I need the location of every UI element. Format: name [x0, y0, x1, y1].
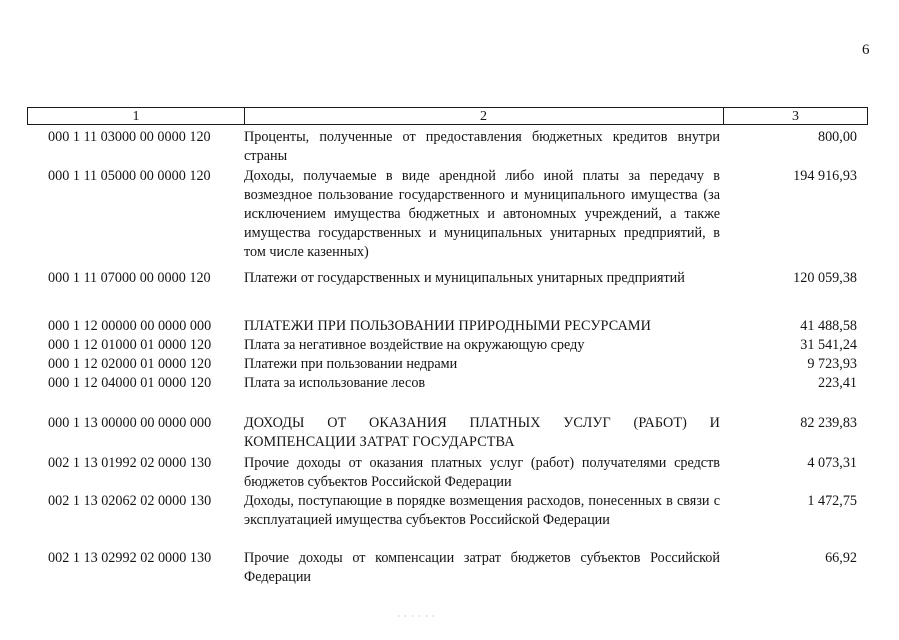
row-code: 002 1 13 01992 02 0000 130: [48, 455, 212, 471]
row-name: Проценты, полученные от предоставления бюджетных кредитов внутри страны: [244, 129, 720, 164]
row-amount: 1 472,75: [807, 493, 857, 509]
row-amount: 31 541,24: [800, 337, 857, 353]
row-amount: 41 488,58: [800, 318, 857, 334]
row-name: Платежи при пользовании недрами: [244, 356, 458, 372]
row-code: 000 1 12 01000 01 0000 120: [48, 337, 212, 353]
row-code: 000 1 13 00000 00 0000 000: [48, 415, 212, 431]
row-name: Платежи от государственных и муниципальных унитарных предприятий: [244, 270, 685, 286]
row-name: Прочие доходы от компенсации затрат бюджетов субъектов Российской Федерации: [244, 550, 720, 585]
row-code: 000 1 11 05000 00 0000 120: [48, 168, 211, 184]
column-header-code: 1: [28, 108, 245, 124]
row-code: 000 1 12 02000 01 0000 120: [48, 356, 212, 372]
row-amount: 194 916,93: [793, 168, 857, 184]
row-code: 002 1 13 02062 02 0000 130: [48, 493, 212, 509]
row-code: 000 1 11 03000 00 0000 120: [48, 129, 211, 145]
row-name: Прочие доходы от оказания платных услуг (работ) получателями средств бюджетов субъектов Российской Федерации: [244, 455, 720, 490]
row-amount: 223,41: [817, 375, 857, 391]
column-header-amount: 3: [792, 109, 799, 124]
row-amount: 4 073,31: [807, 455, 857, 471]
scan-specks: [395, 614, 435, 618]
row-name: ПЛАТЕЖИ ПРИ ПОЛЬЗОВАНИИ ПРИРОДНЫМИ РЕСУРСАМИ: [244, 318, 651, 334]
row-amount: 800,00: [817, 129, 857, 145]
row-amount: 9 723,93: [807, 356, 857, 372]
row-name: Доходы, получаемые в виде арендной либо иной платы за передачу в возмездное пользование государственного и муниципального имущества (за исключением имущества бюджетных и автономных учреждений, а также имущества государственных и муниципальных унитарных предприятий, в том числе казенных): [244, 168, 720, 260]
row-amount: 82 239,83: [800, 415, 857, 431]
page-number: 6: [862, 42, 870, 58]
table-header: [27, 107, 868, 125]
row-name: ДОХОДЫ ОТ ОКАЗАНИЯ ПЛАТНЫХ УСЛУГ (РАБОТ) И КОМПЕНСАЦИИ ЗАТРАТ ГОСУДАРСТВА: [244, 415, 720, 450]
row-name: Плата за негативное воздействие на окружающую среду: [244, 337, 585, 353]
row-code: 000 1 12 00000 00 0000 000: [48, 318, 212, 334]
row-code: 002 1 13 02992 02 0000 130: [48, 550, 212, 566]
column-header-name: 2: [244, 108, 724, 124]
row-code: 000 1 12 04000 01 0000 120: [48, 375, 212, 391]
row-name: Доходы, поступающие в порядке возмещения расходов, понесенных в связи с эксплуатацией имущества субъектов Российской Федерации: [244, 493, 720, 528]
row-code: 000 1 11 07000 00 0000 120: [48, 270, 211, 286]
row-name: Плата за использование лесов: [244, 375, 426, 391]
row-amount: 66,92: [825, 550, 857, 566]
row-amount: 120 059,38: [793, 270, 857, 286]
